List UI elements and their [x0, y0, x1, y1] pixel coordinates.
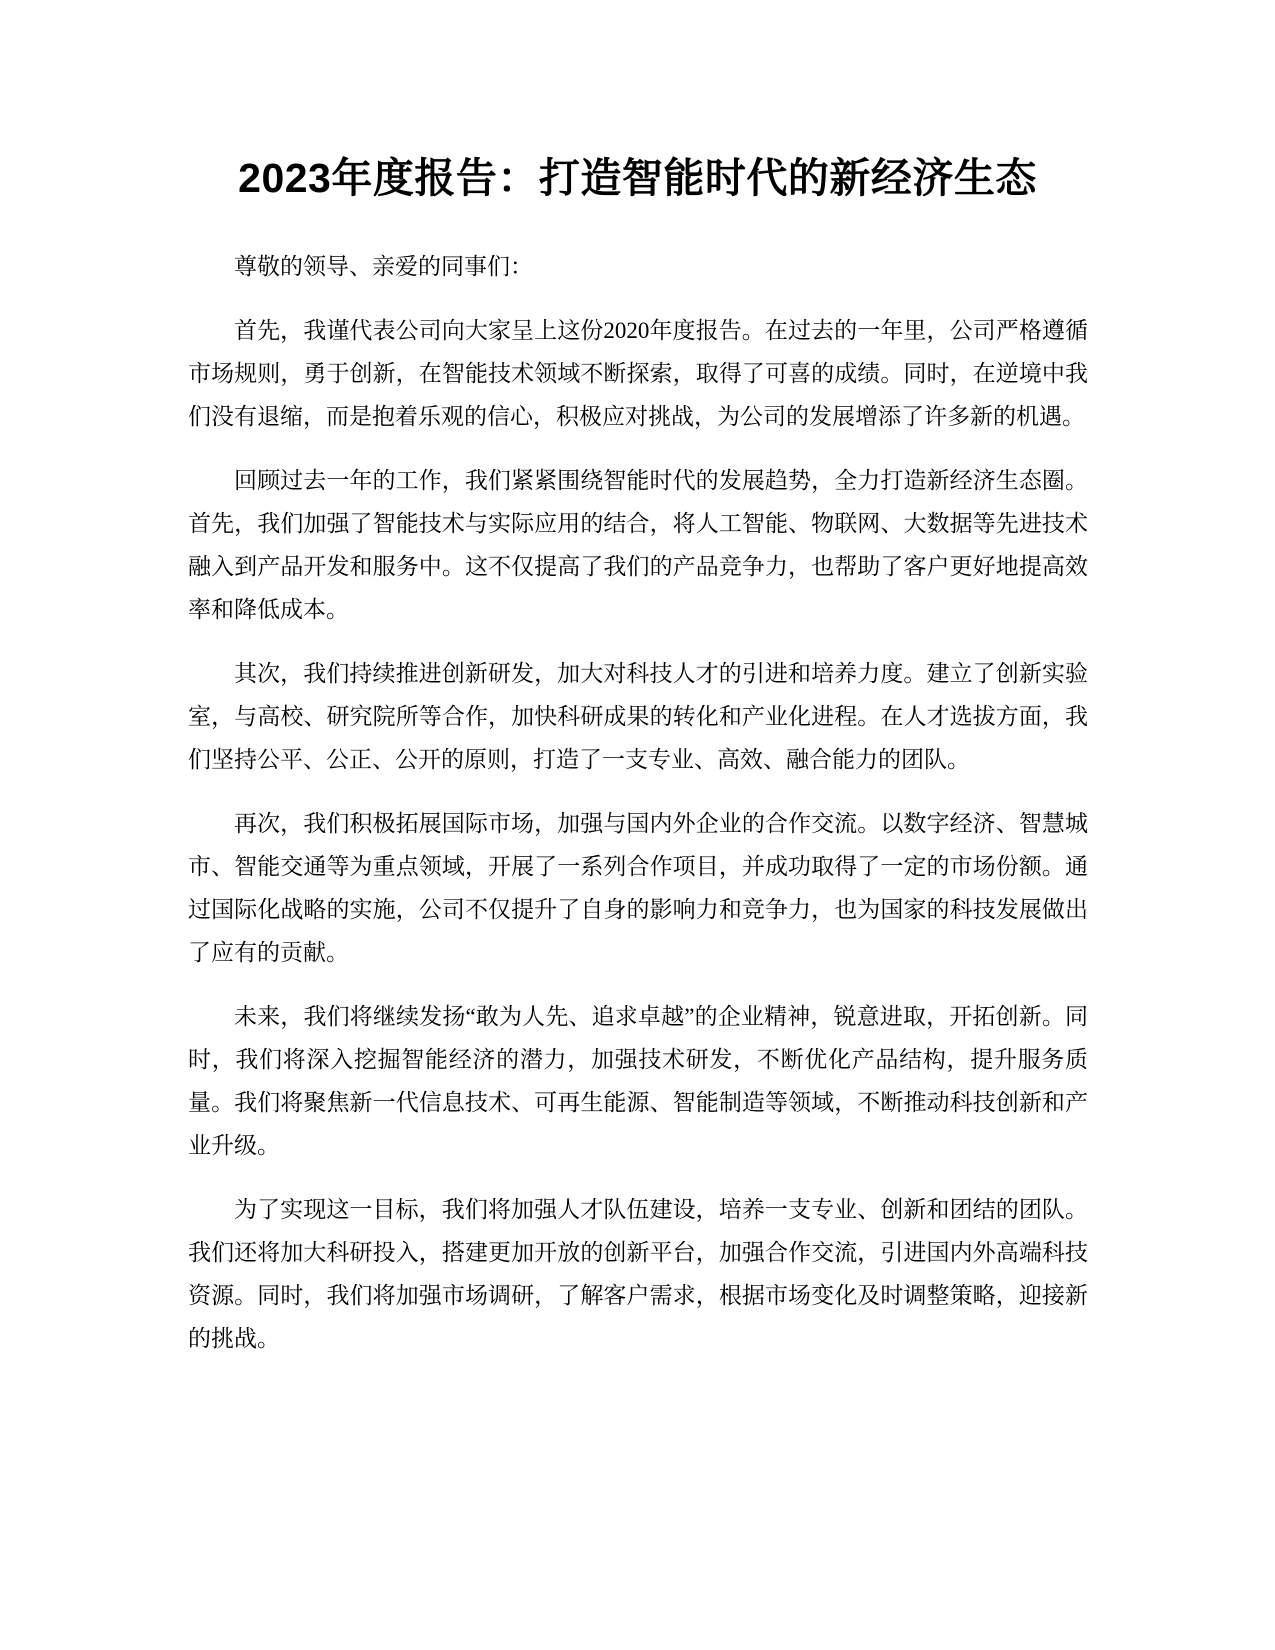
paragraph-3: 其次，我们持续推进创新研发，加大对科技人才的引进和培养力度。建立了创新实验室，与高校、研究院所等合作，加快科研成果的转化和产业化进程。在人才选拔方面，我们坚持公平、公正、公开的原则，打造了一支专业、高效、融合能力的团队。 [188, 661, 1088, 772]
salutation: 尊敬的领导、亲爱的同事们： [234, 254, 533, 279]
paragraph-1: 首先，我谨代表公司向大家呈上这份2020年度报告。在过去的一年里，公司严格遵循市场规则，勇于创新，在智能技术领域不断探索，取得了可喜的成绩。同时，在逆境中我们没有退缩，而是抱着乐观的信心，积极应对挑战，为公司的发展增添了许多新的机遇。 [188, 318, 1088, 429]
paragraph-6: 为了实现这一目标，我们将加强人才队伍建设，培养一支专业、创新和团结的团队。我们还将加大科研投入，搭建更加开放的创新平台，加强合作交流，引进国内外高端科技资源。同时，我们将加强市场调研，了解客户需求，根据市场变化及时调整策略，迎接新的挑战。 [188, 1197, 1088, 1351]
paragraph-2: 回顾过去一年的工作，我们紧紧围绕智能时代的发展趋势，全力打造新经济生态圈。首先，我们加强了智能技术与实际应用的结合，将人工智能、物联网、大数据等先进技术融入到产品开发和服务中。这不仅提高了我们的产品竞争力，也帮助了客户更好地提高效率和降低成本。 [188, 468, 1088, 622]
document-body [188, 245, 1088, 1381]
document-title: 2023年度报告：打造智能时代的新经济生态 [238, 155, 1037, 201]
paragraph-5: 未来，我们将继续发扬“敢为人先、追求卓越”的企业精神，锐意进取，开拓创新。同时，我们将深入挖掘智能经济的潜力，加强技术研发，不断优化产品结构，提升服务质量。我们将聚焦新一代信息技术、可再生能源、智能制造等领域，不断推动科技创新和产业升级。 [188, 1004, 1088, 1158]
paragraph-4: 再次，我们积极拓展国际市场，加强与国内外企业的合作交流。以数字经济、智慧城市、智能交通等为重点领域，开展了一系列合作项目，并成功取得了一定的市场份额。通过国际化战略的实施，公司不仅提升了自身的影响力和竞争力，也为国家的科技发展做出了应有的贡献。 [188, 811, 1088, 965]
